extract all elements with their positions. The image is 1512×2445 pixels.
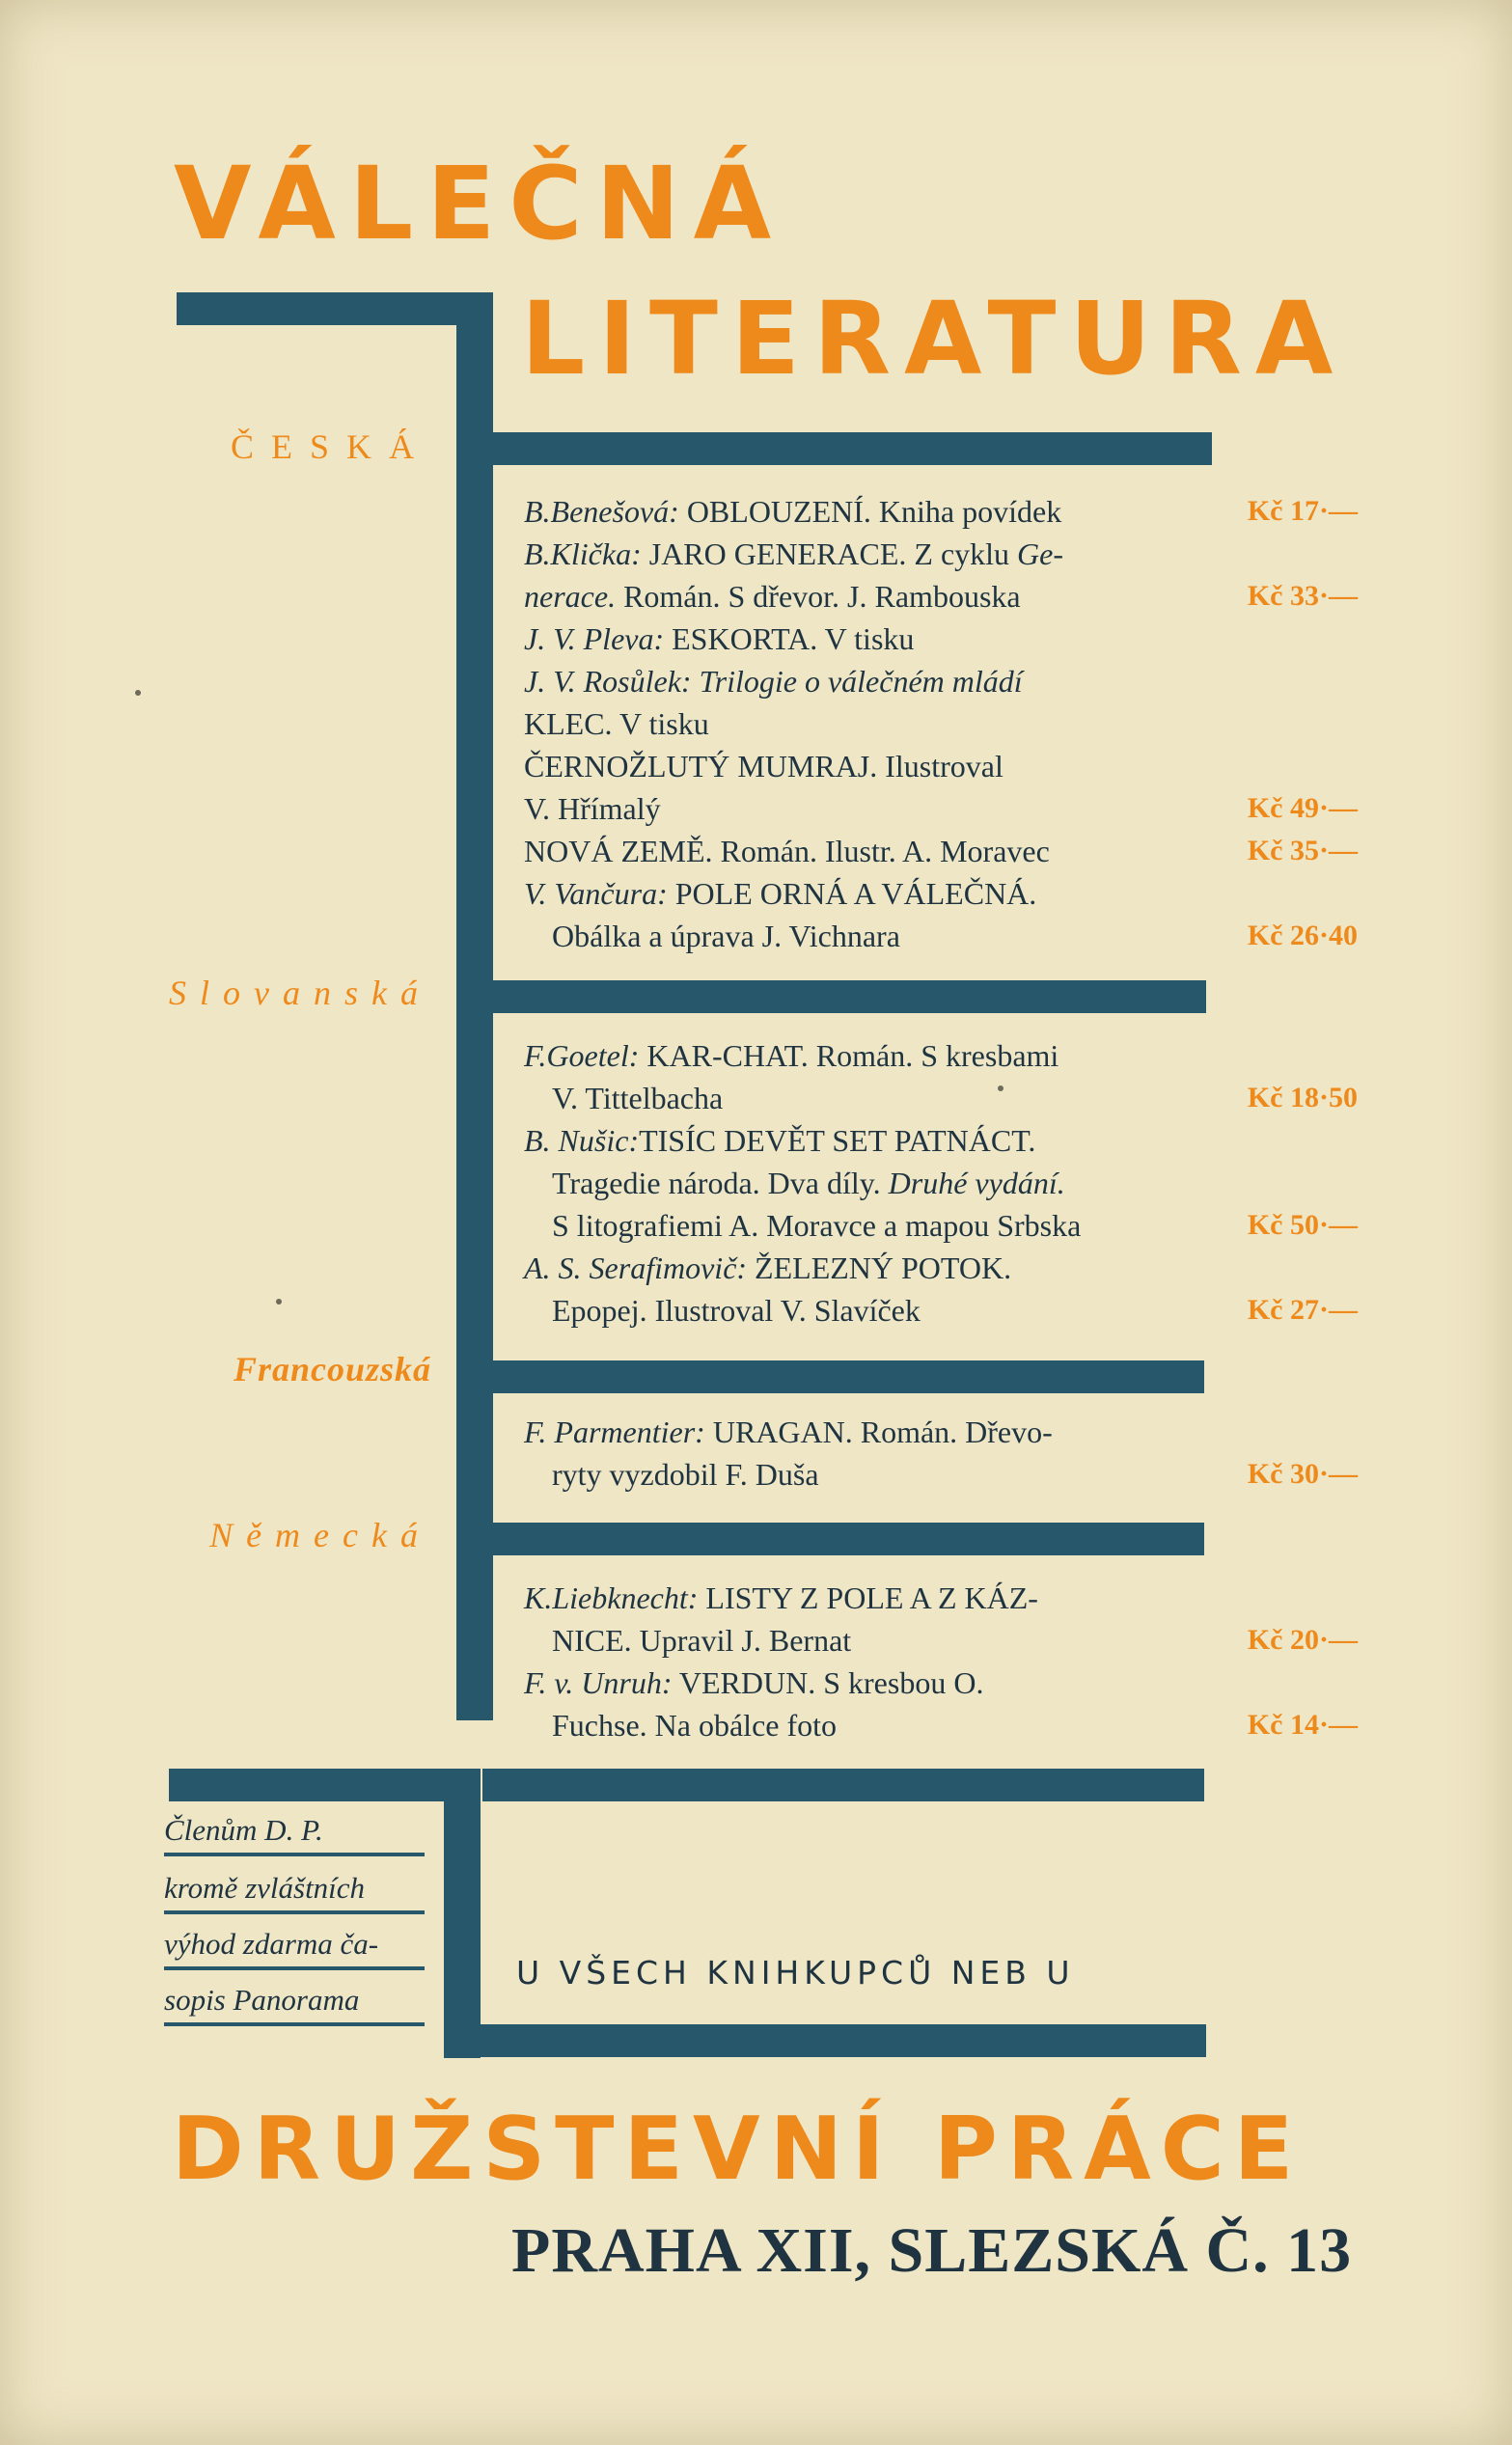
book-details: S litografiemi A. Moravce a mapou Srbska — [552, 1208, 1082, 1243]
cycle-name: Ge- — [1017, 536, 1064, 571]
title-line-1: VÁLEČNÁ — [174, 145, 785, 262]
book-details: V. Tittelbacha — [552, 1081, 724, 1115]
author-name: A. S. Serafimovič: — [524, 1250, 748, 1285]
book-title: TISÍC DEVĚT SET PATNÁCT. — [639, 1123, 1036, 1158]
book-title: ČERNOŽLUTÝ MUMRAJ. Ilustroval — [524, 749, 1003, 783]
book-title: POLE ORNÁ A VÁLEČNÁ. — [667, 876, 1037, 911]
category-francouzska: Francouzská — [233, 1350, 431, 1388]
list-item — [524, 1577, 1209, 1619]
author-name: F. Parmentier: — [524, 1415, 705, 1449]
publisher-name: DRUŽSTEVNÍ PRÁCE — [172, 2099, 1304, 2200]
price: Kč 27·— — [1247, 1294, 1358, 1326]
author-name: J. V. Rosůlek: Trilogie o válečném mládí — [524, 664, 1023, 699]
author-name: B.Benešová: — [524, 494, 679, 529]
author-name: F.Goetel: — [524, 1038, 640, 1073]
francouzska-bar — [482, 1360, 1204, 1393]
category-slovanska: Slovanská — [169, 974, 431, 1012]
author-name: B. Nušic: — [524, 1123, 640, 1158]
book-title: JARO GENERACE. Z cyklu — [641, 536, 1018, 571]
list-item — [524, 533, 1209, 575]
price: Kč 20·— — [1247, 1624, 1358, 1656]
price: Kč 26·40 — [1247, 920, 1358, 951]
book-details: NICE. Upravil J. Bernat — [552, 1623, 852, 1658]
list-item — [552, 1619, 1237, 1662]
price: Kč 18·50 — [1247, 1082, 1358, 1113]
book-details: Obálka a úprava J. Vichnara — [552, 919, 900, 953]
list-item — [552, 915, 1237, 957]
list-item — [552, 1704, 1237, 1746]
book-details: Román. S dřevor. J. Rambouska — [616, 579, 1021, 614]
book-details: V. Hřímalý — [524, 791, 661, 826]
list-item — [524, 618, 1209, 660]
list-item — [552, 1204, 1237, 1247]
list-item — [552, 1289, 1237, 1332]
book-details: ryty vyzdobil F. Duša — [552, 1457, 819, 1492]
edition-note: Druhé vydání. — [888, 1166, 1065, 1200]
publisher-address: PRAHA XII, SLEZSKÁ Č. 13 — [511, 2215, 1353, 2286]
book-title: URAGAN. Román. Dřevo- — [704, 1415, 1053, 1449]
list-item — [524, 1662, 1209, 1704]
list-item — [552, 1162, 1237, 1204]
author-name: B.Klička: — [524, 536, 642, 571]
book-details: Epopej. Ilustroval V. Slavíček — [552, 1293, 921, 1328]
list-item — [524, 575, 1209, 618]
ceska-bar — [488, 432, 1212, 465]
members-note-line: Členům D. P. — [164, 1806, 425, 1856]
price: Kč 35·— — [1247, 835, 1358, 866]
book-title: KAR-CHAT. Román. S kresbami — [639, 1038, 1059, 1073]
book-title: KLEC. V tisku — [524, 706, 709, 741]
lower-bar-right — [482, 1769, 1204, 1801]
list-item — [524, 745, 1209, 787]
book-title: OBLOUZENÍ. Kniha povídek — [678, 494, 1062, 529]
price: Kč 33·— — [1247, 580, 1358, 612]
list-item — [524, 872, 1209, 915]
lower-vertical-bar — [444, 1769, 481, 2058]
list-item — [552, 1453, 1237, 1496]
slovanska-bar — [488, 980, 1206, 1013]
price: Kč 17·— — [1247, 495, 1358, 527]
list-item — [524, 1411, 1209, 1453]
price: Kč 49·— — [1247, 792, 1358, 824]
list-item — [524, 787, 1209, 830]
members-note-line: kromě zvláštních — [164, 1864, 425, 1914]
book-details: Fuchse. Na obálce foto — [552, 1708, 838, 1743]
book-title: ŽELEZNÝ POTOK. — [747, 1250, 1012, 1285]
list-item — [524, 1247, 1209, 1289]
author-name: F. v. Unruh: — [524, 1665, 673, 1700]
decorative-speck — [135, 690, 141, 696]
members-note-line: výhod zdarma ča- — [164, 1920, 425, 1970]
author-name: K.Liebknecht: — [524, 1580, 699, 1615]
author-name: J. V. Pleva: — [524, 621, 665, 656]
top-left-bar — [177, 292, 493, 325]
decorative-speck — [998, 1085, 1003, 1091]
book-title: LISTY Z POLE A Z KÁZ- — [698, 1580, 1038, 1615]
author-name: V. Vančura: — [524, 876, 668, 911]
list-item — [524, 660, 1209, 702]
book-details: Tragedie národa. Dva díly. — [552, 1166, 889, 1200]
list-item — [524, 490, 1209, 533]
book-title: ESKORTA. V tisku — [664, 621, 915, 656]
list-item — [552, 1077, 1237, 1119]
book-title: VERDUN. S kresbou O. — [672, 1665, 984, 1700]
list-item — [524, 702, 1209, 745]
book-title: NOVÁ ZEMĚ. Román. Ilustr. A. Moravec — [524, 834, 1050, 868]
decorative-speck — [276, 1299, 282, 1305]
list-item — [524, 830, 1209, 872]
cycle-name: nerace. — [524, 579, 617, 614]
category-ceska: ČESKÁ — [230, 427, 431, 466]
lower-bar-left — [169, 1769, 476, 1801]
price: Kč 50·— — [1247, 1209, 1358, 1241]
members-note-line: sopis Panorama — [164, 1976, 425, 2026]
bookseller-note: U VŠECH KNIHKUPCŮ NEB U — [516, 1954, 1075, 1992]
bottom-bar — [479, 2024, 1206, 2057]
list-item — [524, 1119, 1209, 1162]
list-item — [524, 1034, 1209, 1077]
category-nemecka: Německá — [209, 1516, 431, 1554]
nemecka-bar — [482, 1523, 1204, 1555]
title-line-2: LITERATURA — [521, 280, 1347, 398]
price: Kč 14·— — [1247, 1709, 1358, 1741]
price: Kč 30·— — [1247, 1458, 1358, 1490]
